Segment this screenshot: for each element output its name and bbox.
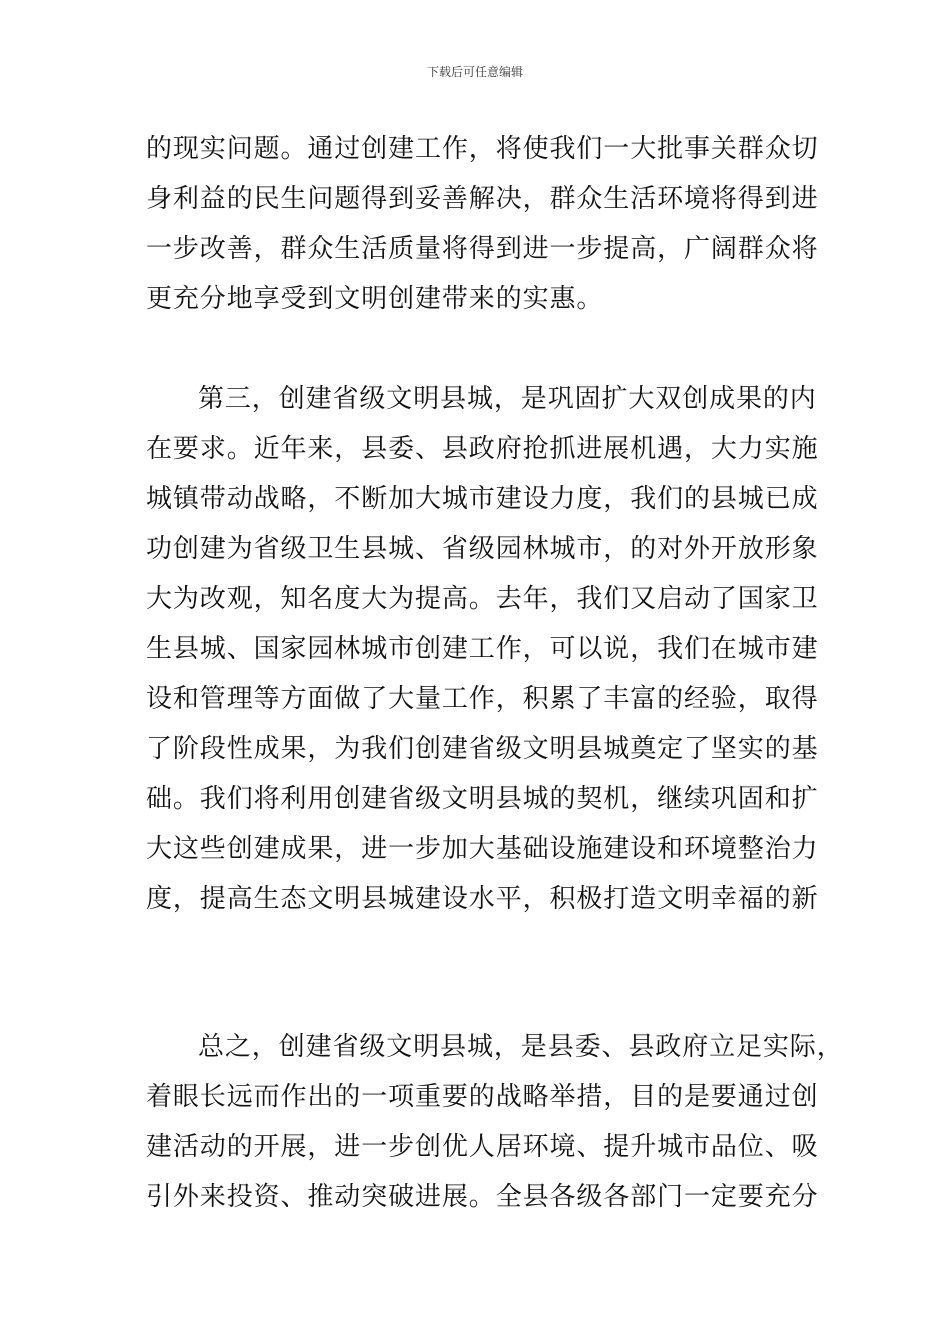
text-line: 大为改观，知名度大为提高。去年，我们又启动了国家卫 <box>146 584 819 614</box>
paragraph-3 <box>146 1022 844 1222</box>
text-line: 度，提高生态文明县城建设水平，积极打造文明幸福的新 <box>146 884 819 914</box>
paragraph-1 <box>146 124 819 324</box>
text-line: 更充分地享受到文明创建带来的实惠。 <box>146 284 604 314</box>
text-line: 在要求。近年来，县委、县政府抢抓进展机遇，大力实施 <box>146 434 819 464</box>
text-line: 了阶段性成果，为我们创建省级文明县城奠定了坚实的基 <box>146 734 819 764</box>
text-line: 第三，创建省级文明县城，是巩固扩大双创成果的内 <box>198 384 817 414</box>
text-line: 建活动的开展，进一步创优人居环境、提升城市品位、吸 <box>146 1132 819 1162</box>
text-line: 着眼长远而作出的一项重要的战略举措，目的是要通过创 <box>146 1082 819 1112</box>
text-line: 城镇带动战略，不断加大城市建设力度，我们的县城已成 <box>146 484 819 514</box>
text-line: 一步改善，群众生活质量将得到进一步提高，广阔群众将 <box>146 234 819 264</box>
text-line: 础。我们将利用创建省级文明县城的契机，继续巩固和扩 <box>146 784 819 814</box>
page-header-note: 下载后可任意编辑 <box>426 65 523 79</box>
paragraph-2 <box>146 374 819 924</box>
text-line: 引外来投资、推动突破进展。全县各级各部门一定要充分 <box>146 1182 819 1212</box>
text-line: 生县城、国家园林城市创建工作，可以说，我们在城市建 <box>146 634 819 664</box>
text-line: 的现实问题。通过创建工作，将使我们一大批事关群众切 <box>146 134 819 164</box>
text-line: 设和管理等方面做了大量工作，积累了丰富的经验，取得 <box>146 684 819 714</box>
text-line: 大这些创建成果，进一步加大基础设施建设和环境整治力 <box>146 834 819 864</box>
text-line: 总之，创建省级文明县城，是县委、县政府立足实际， <box>198 1032 844 1062</box>
text-line: 功创建为省级卫生县城、省级园林城市，的对外开放形象 <box>146 534 819 564</box>
text-line: 身利益的民生问题得到妥善解决，群众生活环境将得到进 <box>146 184 819 214</box>
